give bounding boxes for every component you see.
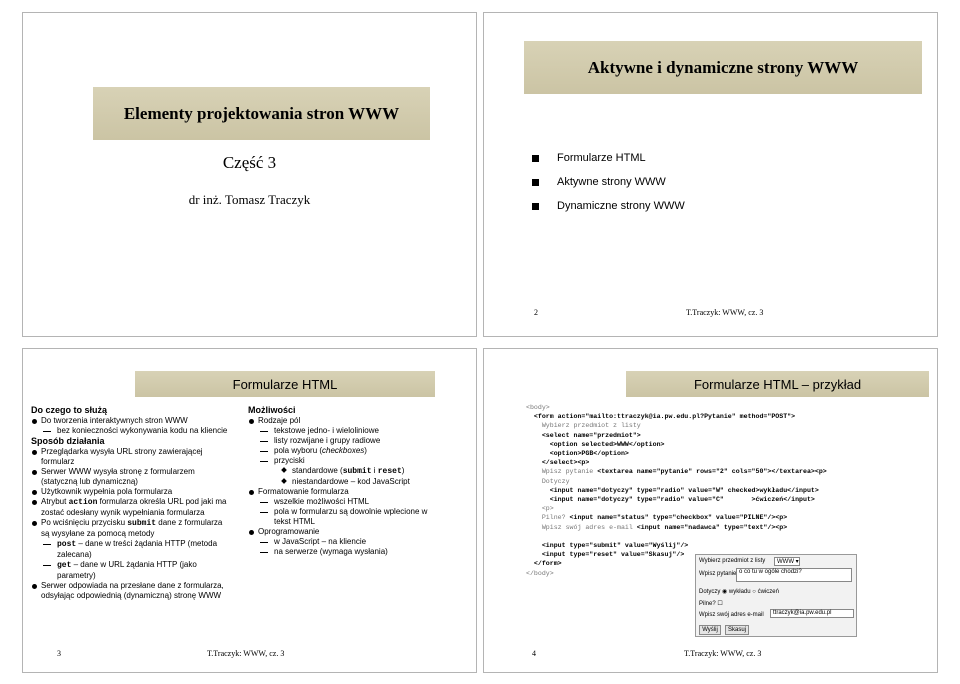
- form-screenshot: Wybierz przedmiot z listy WWW ▾ Wpisz pytanie o co tu w ogóle chodzi? Dotyczy ◉ wykładu ○ ćwiczeń Pilne? ☐ Wpisz swój adres e-mail ttraczyk@ia.pw.edu.pl Wyślij Skasuj: [695, 554, 857, 637]
- page-number: 4: [532, 649, 536, 658]
- code-line: Dotyczy: [526, 477, 570, 485]
- slide-3: [22, 348, 477, 673]
- slide-2-title: Aktywne i dynamiczne strony WWW: [524, 41, 922, 94]
- email-field[interactable]: ttraczyk@ia.pw.edu.pl: [770, 609, 854, 618]
- code-line: Wybierz przedmiot z listy: [526, 422, 641, 430]
- slide-4-title: Formularze HTML – przykład: [626, 371, 929, 397]
- code-line: <input type="submit" value="Wyślij"/>: [541, 542, 689, 550]
- code-line: </select><p>: [541, 459, 590, 467]
- code-line: <input type="reset" value="Skasuj"/>: [541, 551, 685, 559]
- code-listing: [526, 403, 827, 578]
- page-number: 2: [534, 308, 538, 317]
- code-line: <option>PGB</option>: [549, 450, 629, 458]
- slide-footer: T.Traczyk: WWW, cz. 3: [686, 308, 764, 317]
- question-textarea[interactable]: o co tu w ogóle chodzi?: [736, 568, 852, 582]
- code-line: Wpisz swój adres e-mail <input name="nadawca" type="text"/><p>: [526, 523, 788, 531]
- code-line: <form action="mailto:ttraczyk@ia.pw.edu.pl?Pytanie" method="POST">: [533, 413, 796, 421]
- square-bullet-icon: [532, 179, 539, 186]
- code-line: </body>: [526, 569, 554, 577]
- left-column: Do czego to służą Do tworzenia interaktywnych stron WWW bez konieczności wykonywania kodu na kliencie Sposób działania Przeglądarka wysyła URL strony zawierającej formularz Serwer WWW wysyła stronę z formularzem (statyczną lub dynamiczną) Użytkownik wypełnia pola formularza Atrybut action formularza określa URL pod jaki ma zostać odesłany wynik wypełniania formularza Po wciśnięciu przycisku submit dane z formularza są wysyłane za pomocą metody post – dane w treści żądania HTTP (metoda zalecana) get – dane w URL żądania HTTP (jako parametry) Serwer odpowiada na przesłane dane z formularza, odsyłając odpowiednią (dynamiczną) stronę WWW: [31, 405, 231, 601]
- code-line: Wpisz pytanie <textarea name="pytanie" rows="2" cols="50"></textarea><p>: [526, 468, 827, 476]
- author: dr inż. Tomasz Traczyk: [188, 192, 311, 207]
- code-line: <input name="dotyczy" type="radio" value="C" >ćwiczeń</input>: [549, 496, 815, 504]
- part-label: Część 3: [222, 153, 277, 172]
- slide-footer: T.Traczyk: WWW, cz. 3: [684, 649, 762, 658]
- code-line: <option selected>WWW</option>: [549, 440, 665, 448]
- agenda-list: [532, 146, 685, 218]
- code-line: Pilne? <input name="status" type="checkbox" value="PILNE"/><p>: [526, 514, 788, 522]
- square-bullet-icon: [532, 155, 539, 162]
- code-line: <input name="dotyczy" type="radio" value="W" checked>wykładu</input>: [549, 486, 819, 494]
- slide-2: [483, 12, 938, 337]
- agenda-item: Formularze HTML: [532, 146, 685, 170]
- right-column: Możliwości Rodzaje pól tekstowe jedno- i wieloliniowe listy rozwijane i grupy radiowe pola wyboru (checkboxes) przyciski standardowe (submit i reset) niestandardowe – kod JavaScript Formatowanie formularza wszelkie możliwości HTML pola w formularzu są dowolnie wplecione w tekst HTML Oprogramowanie w JavaScript – na kliencie na serwerze (wymaga wysłania): [248, 405, 428, 556]
- submit-button[interactable]: Wyślij: [699, 625, 721, 635]
- code-line: <select name="przedmiot">: [541, 431, 641, 439]
- code-line: <body>: [526, 404, 550, 411]
- code-line: <p>: [526, 505, 554, 513]
- square-bullet-icon: [532, 203, 539, 210]
- subject-select[interactable]: WWW ▾: [774, 557, 800, 566]
- slide-3-title: Formularze HTML: [135, 371, 435, 397]
- slide-4: [483, 348, 938, 673]
- code-line: [526, 532, 827, 541]
- slide-footer: T.Traczyk: WWW, cz. 3: [207, 649, 285, 658]
- agenda-item: Aktywne strony WWW: [532, 170, 685, 194]
- reset-button[interactable]: Skasuj: [725, 625, 749, 635]
- slide-1: [22, 12, 477, 337]
- code-line: </form>: [533, 560, 562, 568]
- page-number: 3: [57, 649, 61, 658]
- slide-1-title: Elementy projektowania stron WWW: [93, 87, 430, 140]
- agenda-item: Dynamiczne strony WWW: [532, 194, 685, 218]
